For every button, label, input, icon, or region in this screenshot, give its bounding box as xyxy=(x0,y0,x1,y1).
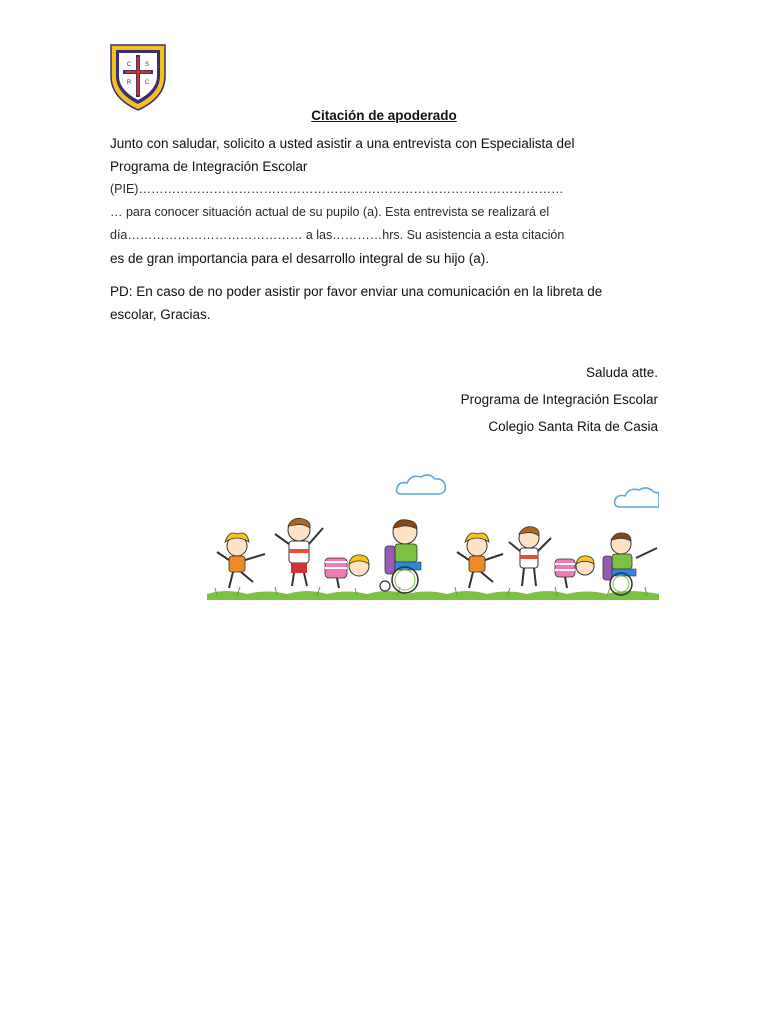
cloud-icon xyxy=(397,475,446,494)
school-crest-icon xyxy=(108,42,168,112)
paragraph-line: PD: En caso de no poder asistir por favor enviar una comunicación en la libreta de xyxy=(110,284,603,299)
cloud-icon xyxy=(615,488,659,507)
postscript-paragraph xyxy=(110,280,658,326)
main-paragraph xyxy=(110,132,658,270)
closing-program: Programa de Integración Escolar xyxy=(460,392,658,407)
paragraph-line: Junto con saludar, solicito a usted asistir a una entrevista con Especialista del xyxy=(110,136,575,151)
crest-letter: C xyxy=(144,80,150,86)
paragraph-line: Programa de Integración Escolar xyxy=(110,159,308,174)
fill-in-line: día…………………………………… a las…………hrs. Su asistencia a esta citación xyxy=(110,228,565,242)
child-figure xyxy=(275,518,323,586)
crest-letter: R xyxy=(126,80,132,86)
child-figure xyxy=(217,533,265,588)
wheelchair-child-figure xyxy=(380,520,421,593)
child-figure xyxy=(457,533,503,588)
document-title: Citación de apoderado xyxy=(311,108,457,123)
child-figure xyxy=(325,555,369,588)
paragraph-line: es de gran importancia para el desarrollo integral de su hijo (a). xyxy=(110,251,489,266)
fill-in-line: … para conocer situación actual de su pupilo (a). Esta entrevista se realizará el xyxy=(110,205,550,219)
closing-school: Colegio Santa Rita de Casia xyxy=(488,419,658,434)
child-figure xyxy=(509,527,551,586)
wheelchair-child-figure xyxy=(603,533,657,595)
crest-letter: C xyxy=(126,62,132,68)
children-playing-illustration xyxy=(207,466,659,602)
crest-letter: S xyxy=(144,62,150,68)
child-figure xyxy=(555,556,594,588)
closing-greeting: Saluda atte. xyxy=(585,365,658,380)
fill-in-line: (PIE)………………………………………………………………………………………… xyxy=(110,182,564,196)
paragraph-line: escolar, Gracias. xyxy=(110,307,211,322)
